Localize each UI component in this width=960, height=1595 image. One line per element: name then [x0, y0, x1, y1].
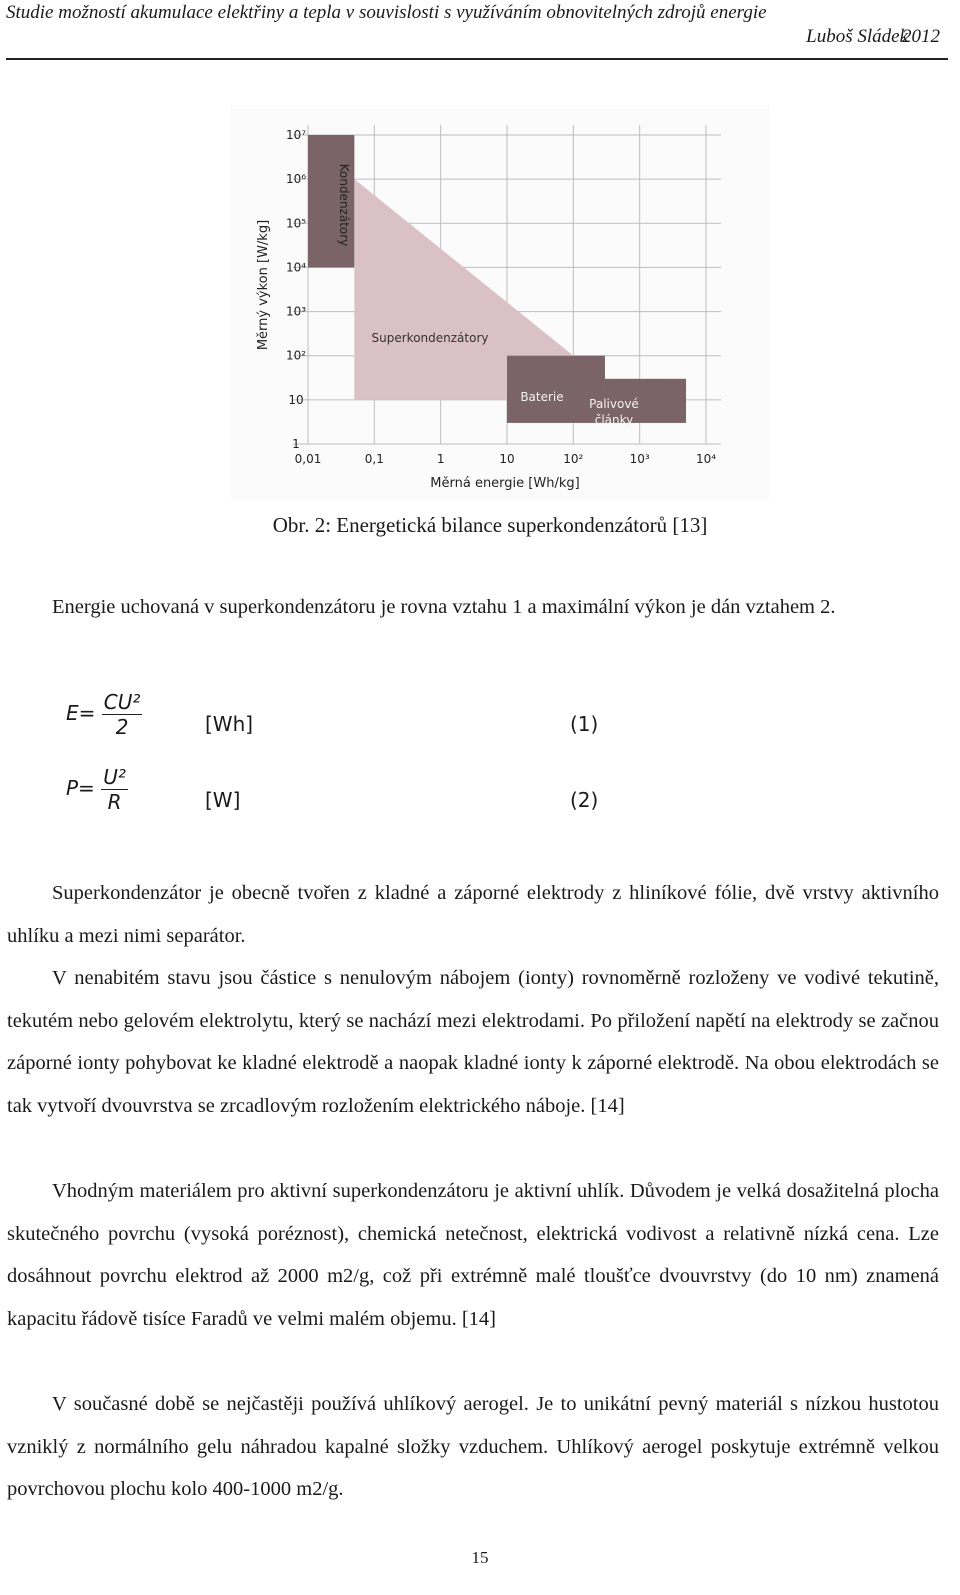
equation-2-numerator: U²: [103, 765, 126, 789]
ragone-chart: [0, 0, 960, 520]
y-axis-label: Měrný výkon [W/kg]: [256, 219, 271, 351]
y-tick-label-2: 10²: [285, 348, 307, 363]
equation-1-unit: [Wh]: [205, 712, 254, 736]
region-label-clanky: články: [594, 413, 634, 427]
y-tick-label-0: 1: [292, 437, 300, 451]
equation-1-lhs: E=: [66, 701, 96, 725]
figure: [0, 0, 960, 520]
paragraph-2: [7, 957, 939, 1127]
equation-1-denominator: 2: [115, 715, 129, 739]
equation-2-fraction: [101, 765, 128, 814]
document-year: 2012: [902, 26, 940, 47]
region-label-superkondenzatory: Superkondenzátory: [371, 331, 489, 345]
equation-2-denominator: R: [107, 790, 122, 814]
paragraph-1-text: Superkondenzátor je obecně tvořen z kladné a záporné elektrody z hliníkové fólie, dvě vrstvy aktivního uhlíku a mezi nimi separátor.: [7, 882, 939, 947]
author-name: Luboš Sládek: [806, 26, 908, 47]
x-tick-label-2: 1: [436, 452, 445, 466]
y-tick-label-5: 10⁵: [285, 216, 307, 231]
y-tick-label-1: 10: [288, 392, 304, 407]
equation-2-unit: [W]: [205, 788, 241, 812]
paragraph-3-text: Vhodným materiálem pro aktivní superkondenzátoru je aktivní uhlík. Důvodem je velká dosažitelná plocha skutečného povrchu (vysoká poréznost), chemická netečnost, elektrická vodivost a relativně nízká cena. Lze dosáhnout povrchu elektrod až 2000 m2/g, což při extrémně malé tloušťce dvouvrstvy (do 10 nm) znamená kapacitu řádově tisíce Faradů ve velmi malém objemu. [14]: [7, 1180, 939, 1330]
equation-2: [66, 765, 128, 814]
paragraph-4-text: V současné době se nejčastěji používá uhlíkový aerogel. Je to unikátní pevný materiál s nízkou hustotou vzniklý z normálního gelu náhradou kapalné složky vzduchem. Uhlíkový aerogel poskytuje extrémně velkou povrchovou plochu kolo 400-1000 m2/g.: [7, 1393, 939, 1500]
x-tick-label-4: 10²: [563, 452, 584, 466]
paragraph-1: [7, 872, 939, 957]
paragraph-3: [7, 1170, 939, 1340]
equation-2-number: (2): [570, 788, 599, 812]
intro-paragraph-text: Energie uchovaná v superkondenzátoru je rovna vztahu 1 a maximální výkon je dán vztahem 2.: [52, 596, 836, 618]
page-number: 15: [471, 1548, 489, 1567]
equation-2-lhs: P=: [66, 776, 95, 800]
x-tick-label-5: 10³: [629, 452, 650, 466]
y-tick-label-3: 10³: [285, 304, 307, 319]
x-tick-label-3: 10: [499, 452, 515, 466]
region-label-kondenzatory: Kondenzátory: [337, 163, 351, 247]
y-tick-label-6: 10⁶: [285, 172, 307, 187]
paragraph-4: [7, 1383, 939, 1511]
x-axis-label: Měrná energie [Wh/kg]: [430, 476, 580, 491]
region-label-baterie: Baterie: [520, 390, 564, 404]
region-label-palivove: Palivové: [589, 397, 639, 411]
equation-1: [66, 690, 142, 739]
equation-1-numerator: CU²: [103, 690, 141, 714]
y-tick-label-7: 10⁷: [285, 128, 307, 142]
x-tick-label-1: 0,1: [364, 452, 384, 466]
figure-caption: [0, 513, 960, 538]
paragraph-2-text: V nenabitém stavu jsou částice s nenulovým nábojem (ionty) rovnoměrně rozloženy ve vodivé tekutině, tekutém nebo gelovém elektrolytu, který se nachází mezi elektrodami. Po přiložení napětí na elektrody se začnou záporné ionty pohybovat ke kladné elektrodě a naopak kladné ionty k záporné elektrodě. Na obou elektrodách se tak vytvoří dvouvrstva se zrcadlovým rozložením elektrického náboje. [14]: [7, 967, 939, 1117]
figure-caption-text: Obr. 2: Energetická bilance superkondenzátorů [13]: [272, 513, 708, 537]
y-tick-label-4: 10⁴: [285, 260, 307, 275]
document-title: Studie možností akumulace elektřiny a tepla v souvislosti s využíváním obnovitelných zdrojů energie: [6, 2, 767, 23]
x-tick-label-6: 10⁴: [695, 452, 717, 466]
intro-paragraph: [7, 586, 939, 629]
x-tick-label-0: 0,01: [294, 452, 322, 466]
equation-1-number: (1): [570, 712, 599, 736]
equation-1-fraction: [102, 690, 143, 739]
